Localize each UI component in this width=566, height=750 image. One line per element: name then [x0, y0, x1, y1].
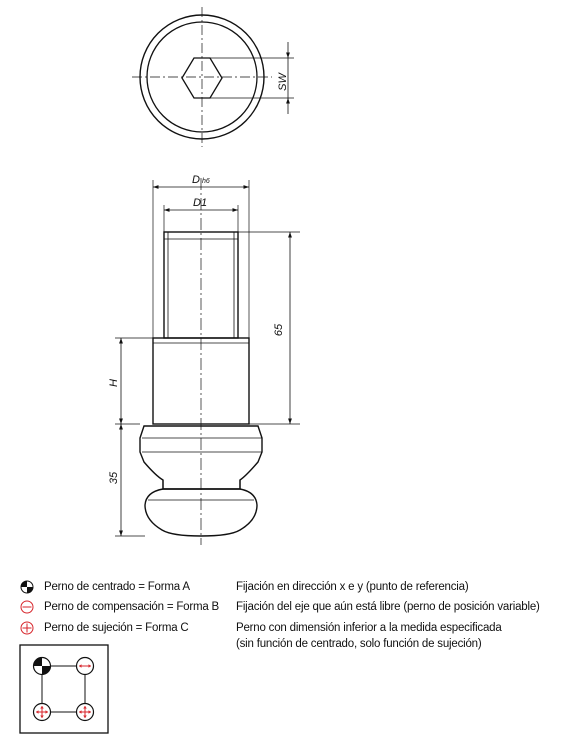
len-35-label: 35	[108, 471, 120, 485]
clamping-pin-icon	[21, 622, 33, 634]
sw-label: SW	[277, 73, 289, 91]
pin-layout-diagram	[20, 645, 108, 733]
legend-label: Perno de sujeción = Forma C	[44, 622, 189, 634]
legend-label: Perno de centrado = Forma A	[44, 581, 190, 593]
h-label: H	[108, 379, 120, 387]
layout-centering-pin-icon	[34, 658, 51, 675]
d1-label: D1	[193, 197, 208, 209]
compensating-pin-icon	[21, 601, 33, 613]
layout-clamping-pin-icon-right	[77, 704, 94, 721]
centering-pin-icon	[21, 581, 33, 593]
len-65-label: 65	[273, 323, 285, 337]
layout-clamping-pin-icon-left	[34, 704, 51, 721]
legend-description-line2: (sin función de centrado, solo función de sujeción)	[236, 638, 482, 650]
legend-label: Perno de compensación = Forma B	[44, 601, 220, 613]
d-label: Dh6	[192, 174, 210, 186]
legend-description: Fijación del eje que aún está libre (perno de posición variable)	[236, 601, 540, 613]
legend-description: Fijación en dirección x e y (punto de referencia)	[236, 581, 469, 593]
legend-description: Perno con dimensión inferior a la medida especificada	[236, 622, 502, 634]
top-view	[132, 7, 294, 147]
layout-compensating-pin-icon	[77, 658, 94, 675]
side-view	[115, 178, 300, 545]
